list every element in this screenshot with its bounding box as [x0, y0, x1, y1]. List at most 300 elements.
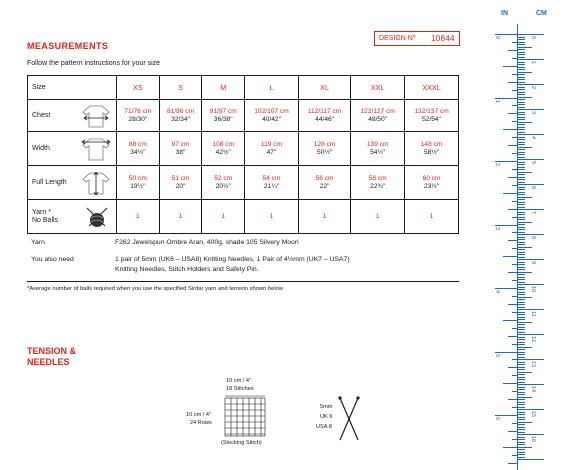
ruler-cm-tick: [518, 232, 525, 233]
balls-xxxl: 1: [405, 200, 459, 234]
ruler-inch-tick: [508, 50, 517, 51]
ruler-cm-tick: [518, 204, 525, 205]
size-xs: XS: [117, 76, 160, 100]
ruler-cm-tick: [518, 229, 525, 230]
ruler-cm-tick: [518, 142, 525, 143]
width-row: [28, 132, 459, 166]
page-title: MEASUREMENTS: [27, 41, 109, 51]
ruler-cm-tick: [518, 199, 525, 200]
ruler-cm-tick: [518, 279, 525, 280]
ruler-inch-tick: [508, 240, 517, 241]
ruler-cm-tick: [518, 242, 525, 243]
yarn-value: F262 Jewelspun Ombre Aran, 400g, shade 105 Silvery Moon: [115, 239, 299, 246]
ruler-inch-tick: [512, 312, 517, 313]
ruler-cm-tick: [518, 124, 525, 125]
ruler-cm-tick: [518, 259, 544, 260]
ruler-cm-tick: [518, 42, 525, 43]
ruler-cm-tick: [518, 294, 525, 295]
chest-xxl: 122/127 cm 48/50": [351, 100, 405, 132]
ruler-cm-tick: [518, 162, 525, 163]
ruler-inch-tick: [512, 90, 517, 91]
tension-title-2: NEEDLES: [27, 357, 70, 367]
ruler-cm-tick: [518, 132, 525, 133]
ruler-cm-tick: [518, 174, 525, 175]
ruler-cm-number: 16: [530, 436, 536, 443]
ruler-cm-number: 12: [530, 336, 536, 343]
ruler-cm-number: 3: [530, 111, 536, 115]
yarn-balls-label-1: Yarn *: [32, 208, 51, 216]
balls-xxl: 1: [351, 200, 405, 234]
ruler-inch-number: 1: [494, 99, 500, 103]
ruler-cm-tick: [518, 187, 525, 188]
ruler-cm-tick: [518, 59, 544, 60]
measurements-table: [27, 75, 459, 234]
ruler-cm-tick: [518, 84, 544, 85]
chest-label-cell: [28, 100, 117, 132]
size-xxxl: XXXL: [405, 76, 459, 100]
ruler-inch-tick: [503, 447, 517, 448]
ruler-cm-tick: [518, 459, 544, 460]
tension-stitch-type: (Stocking Stitch): [221, 440, 262, 446]
ruler-cm-tick: [518, 262, 525, 263]
ruler-cm-tick: [518, 374, 525, 375]
size-xl: XL: [298, 76, 350, 100]
ruler-inch-tick: [503, 66, 517, 67]
ruler-cm-tick: [518, 239, 525, 240]
knitting-needles-icon: [336, 396, 362, 442]
ruler-cm-tick: [518, 144, 525, 145]
ruler-inch-tick: [512, 121, 517, 122]
balls-l: 1: [245, 200, 299, 234]
ruler-cm-tick: [518, 104, 525, 105]
balls-xl: 1: [298, 200, 350, 234]
size-row: [28, 76, 459, 100]
ruler-cm-tick: [518, 309, 544, 310]
ruler-cm-tick: [518, 69, 525, 70]
ruler-cm-tick: [518, 82, 525, 83]
ruler-cm-tick: [518, 452, 525, 453]
ruler-cm-tick: [518, 344, 525, 345]
ruler-cm-tick: [518, 367, 525, 368]
ruler-cm-tick: [518, 292, 525, 293]
ruler-inch-tick: [495, 352, 517, 353]
length-row: [28, 166, 459, 200]
ruler-cm-tick: [518, 182, 525, 183]
tension-rows-label: 24 Rows: [190, 420, 212, 426]
ruler-inch-tick: [512, 74, 517, 75]
design-label: DESIGN Nº: [379, 35, 416, 42]
size-m: M: [202, 76, 245, 100]
ruler-cm-tick: [518, 227, 525, 228]
ruler-cm-tick: [518, 377, 525, 378]
length-garment-icon: [81, 170, 111, 196]
ruler-cm-number: 0: [530, 36, 536, 40]
ruler-cm-tick: [518, 349, 525, 350]
chest-xl: 112/117 cm 44/46": [298, 100, 350, 132]
ruler-cm-tick: [518, 112, 525, 113]
ruler-cm-tick: [518, 62, 525, 63]
ruler-cm-number: 11: [530, 311, 536, 317]
ruler-inch-tick: [508, 145, 517, 146]
ruler-inch-tick: [508, 399, 517, 400]
ruler-cm-tick: [518, 284, 544, 285]
ruler-inch-tick: [512, 217, 517, 218]
ruler-inch-tick: [503, 256, 517, 257]
ruler-inch-tick: [503, 320, 517, 321]
ruler-inch-tick: [512, 439, 517, 440]
ruler-cm-tick: [518, 302, 525, 303]
ruler-cm-tick: [518, 117, 525, 118]
ruler-cm-tick: [518, 334, 544, 335]
ruler-cm-tick: [518, 427, 525, 428]
need-label: You also need: [31, 256, 74, 263]
ruler-cm-tick: [518, 119, 525, 120]
ruler-cm-tick: [518, 254, 525, 255]
length-xxl: 58 cm 22¾": [351, 166, 405, 200]
ruler-cm-tick: [518, 447, 532, 448]
ruler-cm-tick: [518, 47, 532, 48]
ruler-cm-tick: [518, 94, 525, 95]
ruler-cm-tick: [518, 159, 544, 160]
design-number-box: [374, 31, 460, 46]
ruler-cm-tick: [518, 97, 532, 98]
ruler-inch-tick: [512, 42, 517, 43]
chest-xs: 71/76 cm 28/30": [117, 100, 160, 132]
yarn-label: Yarn: [31, 239, 45, 246]
ruler-inch-number: 3: [494, 226, 500, 230]
ruler-cm-number: 4: [530, 136, 536, 140]
ruler-cm-tick: [518, 354, 525, 355]
ruler-cm-tick: [518, 339, 525, 340]
ruler-inch-tick: [508, 336, 517, 337]
ruler-cm-number: 13: [530, 361, 536, 368]
ruler-cm-tick: [518, 449, 525, 450]
ruler-cm-tick: [518, 92, 525, 93]
ruler-cm-tick: [518, 87, 525, 88]
tension-stitches-label: 18 Stitches: [226, 386, 254, 392]
tension-width-label: 10 cm / 4": [226, 378, 251, 384]
ruler-cm-tick: [518, 347, 532, 348]
ruler-inch-tick: [508, 177, 517, 178]
ruler-cm-tick: [518, 154, 525, 155]
ruler-inch-tick: [495, 161, 517, 162]
ruler-inch-number: 6: [494, 417, 500, 421]
ruler-cm-tick: [518, 432, 525, 433]
ruler-cm-tick: [518, 149, 525, 150]
ruler-cm-tick: [518, 409, 544, 410]
ruler-cm-tick: [518, 307, 525, 308]
balls-s: 1: [159, 200, 202, 234]
ruler-cm-tick: [518, 234, 544, 235]
ruler-cm-tick: [518, 382, 525, 383]
ruler-cm-tick: [518, 157, 525, 158]
needle-usa: USA 8: [316, 424, 332, 430]
ruler-inch-tick: [495, 288, 517, 289]
balls-m: 1: [202, 200, 245, 234]
width-xl: 128 cm 50½": [298, 132, 350, 166]
ruler-cm-tick: [518, 327, 525, 328]
ruler-cm-tick: [518, 197, 532, 198]
chest-m: 91/97 cm 36/38": [202, 100, 245, 132]
ruler-cm-tick: [518, 282, 525, 283]
ruler-cm-tick: [518, 437, 525, 438]
ruler-inch-tick: [512, 105, 517, 106]
ruler-cm-tick: [518, 352, 525, 353]
ruler-cm-tick: [518, 357, 525, 358]
ruler-cm-tick: [518, 109, 544, 110]
ruler-cm-tick: [518, 379, 525, 380]
ruler-cm-tick: [518, 114, 525, 115]
ruler-cm-tick: [518, 67, 525, 68]
ruler-inch-tick: [512, 248, 517, 249]
ruler-cm-tick: [518, 392, 525, 393]
need-line-2: Knitting Needles, Stitch Holders and Safety Pin.: [115, 266, 259, 273]
ruler-cm-number: 6: [530, 186, 536, 190]
size-label: Size: [28, 76, 117, 100]
ruler-cm-tick: [518, 89, 525, 90]
ruler-inch-tick: [495, 98, 517, 99]
chest-row: [28, 100, 459, 132]
ruler-cm-tick: [518, 169, 525, 170]
ruler-inch-tick: [512, 375, 517, 376]
ruler-cm-tick: [518, 417, 525, 418]
width-m: 108 cm 42½": [202, 132, 245, 166]
ruler-inch-number: 4: [494, 290, 500, 294]
ruler-cm-tick: [518, 102, 525, 103]
ruler-cm-tick: [518, 152, 525, 153]
ruler-cm-tick: [518, 257, 525, 258]
ruler-cm-tick: [518, 79, 525, 80]
ruler-cm-tick: [518, 454, 525, 455]
ruler-cm-tick: [518, 247, 532, 248]
ruler-cm-tick: [518, 402, 525, 403]
ruler-cm-tick: [518, 129, 525, 130]
ruler-inch-tick: [512, 232, 517, 233]
length-xs: 50 cm 19½": [117, 166, 160, 200]
ruler-cm-tick: [518, 224, 525, 225]
ruler-cm-tick: [518, 389, 525, 390]
ruler-cm-tick: [518, 434, 544, 435]
chest-s: 81/86 cm 32/34": [159, 100, 202, 132]
tension-grid: [222, 395, 268, 439]
ruler-cm-tick: [518, 137, 525, 138]
ruler-cm-tick: [518, 329, 525, 330]
ruler-cm-tick: [518, 219, 525, 220]
ruler-cm-tick: [518, 37, 525, 38]
ruler-inch-tick: [503, 129, 517, 130]
length-l: 54 cm 21¼": [245, 166, 299, 200]
ruler-cm-number: 8: [530, 236, 536, 240]
ruler-cm-tick: [518, 332, 525, 333]
ruler-inch-tick: [508, 272, 517, 273]
design-number: 10844: [431, 34, 455, 43]
needle-uk: UK 6: [320, 414, 333, 420]
ruler-cm-tick: [518, 72, 532, 73]
width-label: Width: [32, 144, 50, 152]
ruler-cm-tick: [518, 214, 525, 215]
ruler-cm-tick: [518, 39, 525, 40]
ruler-cm-tick: [518, 49, 525, 50]
ruler-cm-tick: [518, 184, 544, 185]
ruler-cm-tick: [518, 364, 525, 365]
ruler-inch-tick: [512, 185, 517, 186]
ruler-cm-tick: [518, 134, 544, 135]
ruler-inch-tick: [508, 209, 517, 210]
footnote: *Average number of balls required when you use the specified Sirdar yarn and tension shown below: [27, 286, 284, 292]
ruler-inch-tick: [512, 344, 517, 345]
ruler-cm-tick: [518, 439, 525, 440]
length-label-cell: [28, 166, 117, 200]
width-label-cell: [28, 132, 117, 166]
ruler-inch-tick: [512, 423, 517, 424]
size-xxl: XXL: [351, 76, 405, 100]
ruler-cm-tick: [518, 387, 525, 388]
ruler-cm-tick: [518, 194, 525, 195]
ruler-cm-number: 1: [530, 61, 536, 65]
ruler-cm-tick: [518, 209, 544, 210]
ruler-cm-tick: [518, 322, 532, 323]
ruler-cm-number: 9: [530, 261, 536, 265]
ruler-cm-tick: [518, 217, 525, 218]
ruler-cm-tick: [518, 317, 525, 318]
ruler-cm-tick: [518, 189, 525, 190]
ruler-cm-tick: [518, 312, 525, 313]
ruler-cm-tick: [518, 222, 532, 223]
ruler-inch-tick: [508, 82, 517, 83]
yarn-balls-row: [28, 200, 459, 234]
length-xl: 56 cm 22": [298, 166, 350, 200]
instruction-text: Follow the pattern instructions for your size: [27, 60, 161, 67]
ruler-inch-tick: [512, 153, 517, 154]
ruler-cm-tick: [518, 212, 525, 213]
ruler-cm-tick: [518, 399, 525, 400]
ruler-cm-tick: [518, 444, 525, 445]
length-label: Full Length: [32, 178, 67, 186]
ruler-cm-tick: [518, 442, 525, 443]
ruler-cm-tick: [518, 412, 525, 413]
tension-title-1: TENSION &: [27, 346, 77, 356]
tension-height-label: 10 cm / 4": [186, 412, 211, 418]
ruler-inch-tick: [512, 58, 517, 59]
length-m: 52 cm 20½": [202, 166, 245, 200]
ruler-cm-tick: [518, 267, 525, 268]
yarn-balls-label-cell: [28, 200, 117, 234]
ruler-cm-tick: [518, 274, 525, 275]
ruler-cm-tick: [518, 429, 525, 430]
ruler-cm-tick: [518, 407, 525, 408]
ruler-inch-tick: [508, 463, 517, 464]
width-xxl: 139 cm 54½": [351, 132, 405, 166]
ruler-cm-tick: [518, 34, 544, 35]
ruler-cm-tick: [518, 172, 532, 173]
ruler-cm-tick: [518, 167, 525, 168]
chest-l: 102/107 cm 40/42": [245, 100, 299, 132]
ruler-inch-tick: [508, 431, 517, 432]
ruler-cm-tick: [518, 179, 525, 180]
ruler-cm-tick: [518, 192, 525, 193]
ruler-cm-tick: [518, 202, 525, 203]
ruler-cm-tick: [518, 394, 525, 395]
yarn-ball-icon: [83, 204, 111, 230]
ruler-cm-tick: [518, 319, 525, 320]
ruler-cm-number: 10: [530, 286, 536, 293]
width-garment-icon: [81, 136, 111, 162]
needle-size: 5mm: [320, 404, 333, 410]
ruler-cm-number: 2: [530, 86, 536, 90]
ruler-cm-tick: [518, 44, 525, 45]
ruler-cm-tick: [518, 324, 525, 325]
ruler-inch-tick: [512, 296, 517, 297]
ruler-cm-tick: [518, 237, 525, 238]
ruler-cm-tick: [518, 177, 525, 178]
ruler-cm-tick: [518, 249, 525, 250]
ruler-inch-tick: [495, 415, 517, 416]
ruler-cm-tick: [518, 127, 525, 128]
size-s: S: [159, 76, 202, 100]
ruler-cm-tick: [518, 362, 525, 363]
ruler-inch-tick: [512, 359, 517, 360]
ruler-cm-tick: [518, 337, 525, 338]
ruler-cm-tick: [518, 414, 525, 415]
ruler-cm-tick: [518, 207, 525, 208]
ruler-cm-tick: [518, 457, 525, 458]
ruler-inch-tick: [512, 328, 517, 329]
ruler-cm-tick: [518, 422, 532, 423]
length-s: 51 cm 20": [159, 166, 202, 200]
yarn-balls-label-2: No Balls: [32, 216, 59, 224]
ruler-cm-tick: [518, 277, 525, 278]
chest-garment-icon: [81, 103, 111, 129]
ruler-cm-tick: [518, 122, 532, 123]
ruler-cm-number: 15: [530, 411, 536, 418]
ruler-cm-tick: [518, 372, 532, 373]
ruler-cm-tick: [518, 269, 525, 270]
ruler-cm-tick: [518, 299, 525, 300]
ruler-cm-tick: [518, 57, 525, 58]
balls-xs: 1: [117, 200, 160, 234]
ruler-cm-tick: [518, 369, 525, 370]
ruler-cm-tick: [518, 77, 525, 78]
ruler-cm-tick: [518, 74, 525, 75]
width-xs: 88 cm 34½": [117, 132, 160, 166]
ruler-inch-number: 2: [494, 163, 500, 167]
ruler-inch-tick: [508, 304, 517, 305]
size-l: L: [245, 76, 299, 100]
ruler-cm-number: 14: [530, 386, 536, 393]
ruler-cm-tick: [518, 52, 525, 53]
ruler-cm-number: 7: [530, 211, 536, 215]
ruler-cm-tick: [518, 384, 544, 385]
ruler-cm-tick: [518, 139, 525, 140]
ruler-cm-tick: [518, 64, 525, 65]
ruler-cm-tick: [518, 264, 525, 265]
ruler-inch-tick: [512, 391, 517, 392]
ruler-cm-tick: [518, 289, 525, 290]
ruler-cm-tick: [518, 252, 525, 253]
ruler-cm-tick: [518, 164, 525, 165]
ruler-cm-tick: [518, 419, 525, 420]
chest-label: Chest: [32, 111, 51, 119]
ruler-cm-tick: [518, 424, 525, 425]
ruler-cm-tick: [518, 397, 532, 398]
ruler-cm-tick: [518, 54, 525, 55]
ruler-cm-tick: [518, 404, 525, 405]
ruler-cm-tick: [518, 342, 525, 343]
ruler-inch-label: IN: [501, 10, 508, 17]
ruler-inch-tick: [512, 455, 517, 456]
ruler-cm-tick: [518, 359, 544, 360]
ruler-inch-tick: [512, 169, 517, 170]
